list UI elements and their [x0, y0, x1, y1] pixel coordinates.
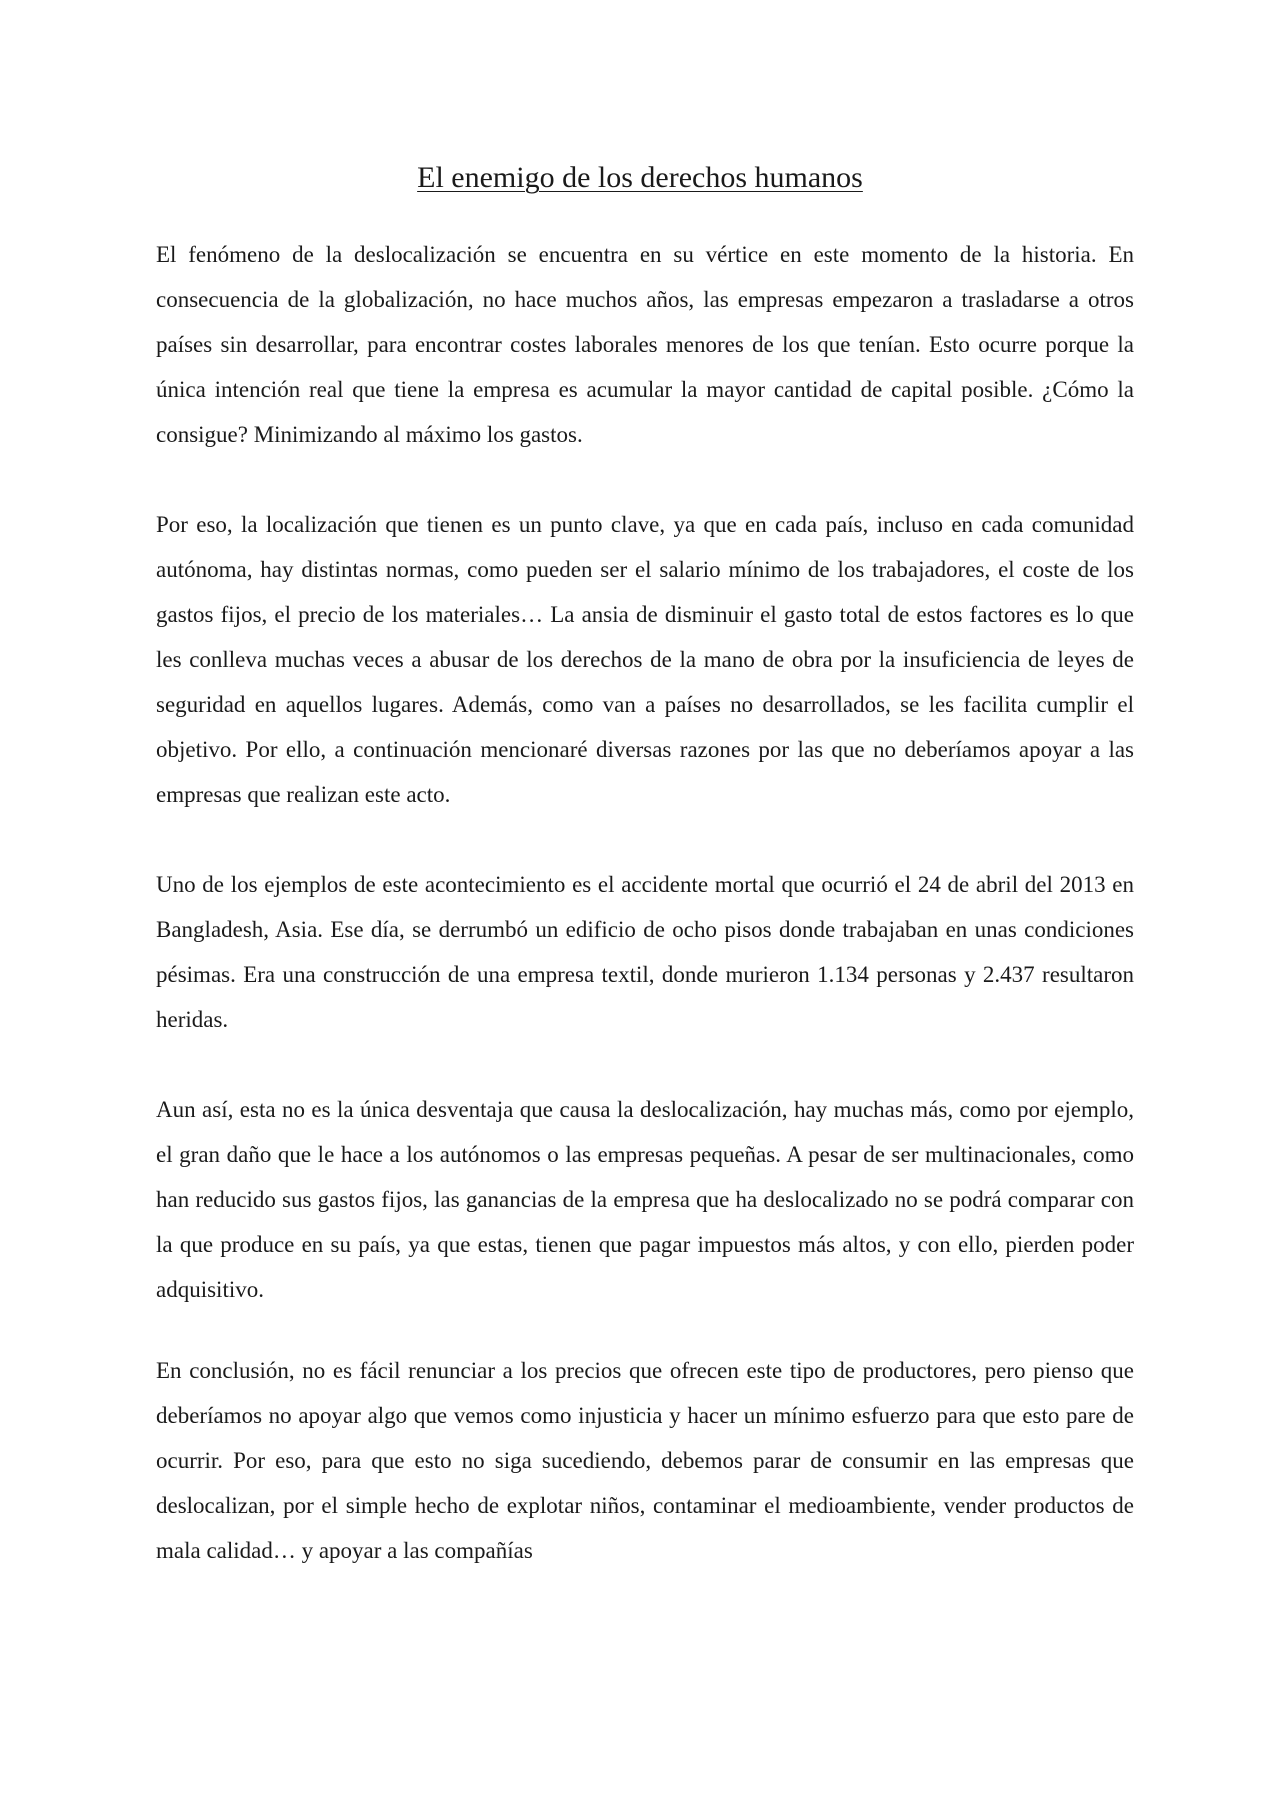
- page-title: El enemigo de los derechos humanos: [417, 161, 863, 194]
- paragraph-1: El fenómeno de la deslocalización se encuentra en su vértice en este momento de la historia. En consecuencia de la globalización, no hace muchos años, las empresas empezaron a trasladarse a otros países sin desarrollar, para encontrar costes laborales menores de los que tenían. Esto ocurre porque la única intención real que tiene la empresa es acumular la mayor cantidad de capital posible. ¿Cómo la consigue? Minimizando al máximo los gastos.: [156, 242, 1134, 447]
- paragraph-2: Por eso, la localización que tienen es un punto clave, ya que en cada país, incluso en cada comunidad autónoma, hay distintas normas, como pueden ser el salario mínimo de los trabajadores, el coste de los gastos fijos, el precio de los materiales… La ansia de disminuir el gasto total de estos factores es lo que les conlleva muchas veces a abusar de los derechos de la mano de obra por la insuficiencia de leyes de seguridad en aquellos lugares. Además, como van a países no desarrollados, se les facilita cumplir el objetivo. Por ello, a continuación mencionaré diversas razones por las que no deberíamos apoyar a las empresas que realizan este acto.: [156, 512, 1134, 807]
- paragraph-5: En conclusión, no es fácil renunciar a los precios que ofrecen este tipo de productores, pero pienso que deberíamos no apoyar algo que vemos como injusticia y hacer un mínimo esfuerzo para que esto pare de ocurrir. Por eso, para que esto no siga sucediendo, debemos parar de consumir en las empresas que deslocalizan, por el simple hecho de explotar niños, contaminar el medioambiente, vender productos de mala calidad… y apoyar a las compañías: [156, 1358, 1134, 1563]
- document-body: [156, 232, 1134, 1573]
- paragraph-3: Uno de los ejemplos de este acontecimiento es el accidente mortal que ocurrió el 24 de abril del 2013 en Bangladesh, Asia. Ese día, se derrumbó un edificio de ocho pisos donde trabajaban en unas condiciones pésimas. Era una construcción de una empresa textil, donde murieron 1.134 personas y 2.437 resultaron heridas.: [156, 872, 1134, 1032]
- paragraph-4: Aun así, esta no es la única desventaja que causa la deslocalización, hay muchas más, como por ejemplo, el gran daño que le hace a los autónomos o las empresas pequeñas. A pesar de ser multinacionales, como han reducido sus gastos fijos, las ganancias de la empresa que ha deslocalizado no se podrá comparar con la que produce en su país, ya que estas, tienen que pagar impuestos más altos, y con ello, pierden poder adquisitivo.: [156, 1097, 1134, 1302]
